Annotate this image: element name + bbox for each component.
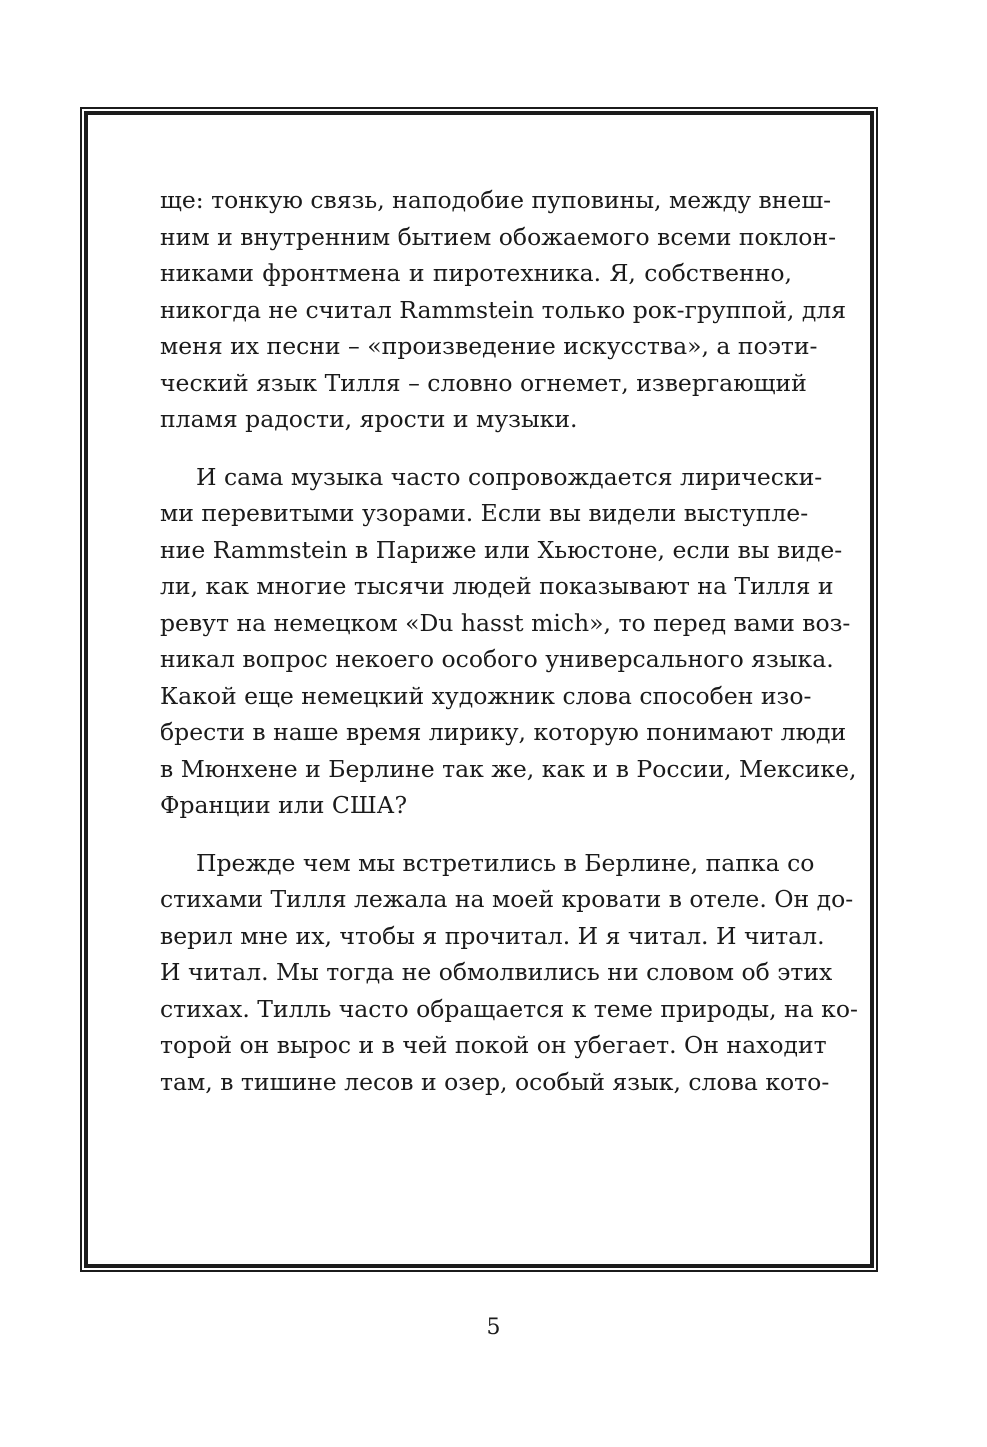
- body-text: [160, 182, 858, 1121]
- text-line: ние Rammstein в Париже или Хьюстоне, если вы виде-: [160, 535, 843, 564]
- text-line: Какой еще немецкий художник слова способен изо-: [160, 681, 812, 710]
- text-line: торой он вырос и в чей покой он убегает. Он находит: [160, 1031, 827, 1059]
- text-line: брести в наше время лирику, которую понимают люди: [160, 718, 847, 746]
- text-line: в Мюнхене и Берлине так же, как и в России, Мексике,: [160, 754, 857, 783]
- text-line: ревут на немецком «Du hasst mich», то перед вами воз-: [160, 608, 851, 637]
- text-line: меня их песни – «произведение искусства», а поэти-: [160, 332, 818, 360]
- text-line: верил мне их, чтобы я прочитал. И я читал. И читал.: [160, 921, 825, 950]
- text-line: стихами Тилля лежала на моей кровати в отеле. Он до-: [160, 885, 854, 913]
- paragraph-3: [160, 845, 858, 1101]
- text-line: И сама музыка часто сопровождается лирически-: [196, 462, 823, 491]
- text-line: И читал. Мы тогда не обмолвились ни словом об этих: [160, 958, 833, 986]
- text-line: стихах. Тилль часто обращается к теме природы, на ко-: [160, 994, 858, 1023]
- text-line: ческий язык Тилля – словно огнемет, извергающий: [160, 368, 807, 397]
- text-line: никал вопрос некоего особого универсального языка.: [160, 645, 834, 673]
- text-line: ним и внутренним бытием обожаемого всеми поклон-: [160, 222, 837, 251]
- text-line: Франции или США?: [160, 791, 408, 819]
- text-line: никами фронтмена и пиротехника. Я, собственно,: [160, 259, 792, 287]
- text-line: пламя радости, ярости и музыки.: [160, 405, 578, 433]
- text-line: Прежде чем мы встретились в Берлине, папка со: [196, 848, 815, 877]
- text-line: никогда не считал Rammstein только рок-группой, для: [160, 295, 847, 324]
- text-line: ли, как многие тысячи людей показывают на Тилля и: [160, 572, 834, 600]
- paragraph-1: [160, 182, 847, 438]
- page-number: 5: [486, 1315, 501, 1340]
- text-line: там, в тишине лесов и озер, особый язык, слова кото-: [160, 1067, 830, 1096]
- text-line: ще: тонкую связь, наподобие пуповины, между внеш-: [160, 186, 832, 214]
- paragraph-2: [160, 459, 857, 824]
- text-line: ми перевитыми узорами. Если вы видели выступле-: [160, 499, 809, 527]
